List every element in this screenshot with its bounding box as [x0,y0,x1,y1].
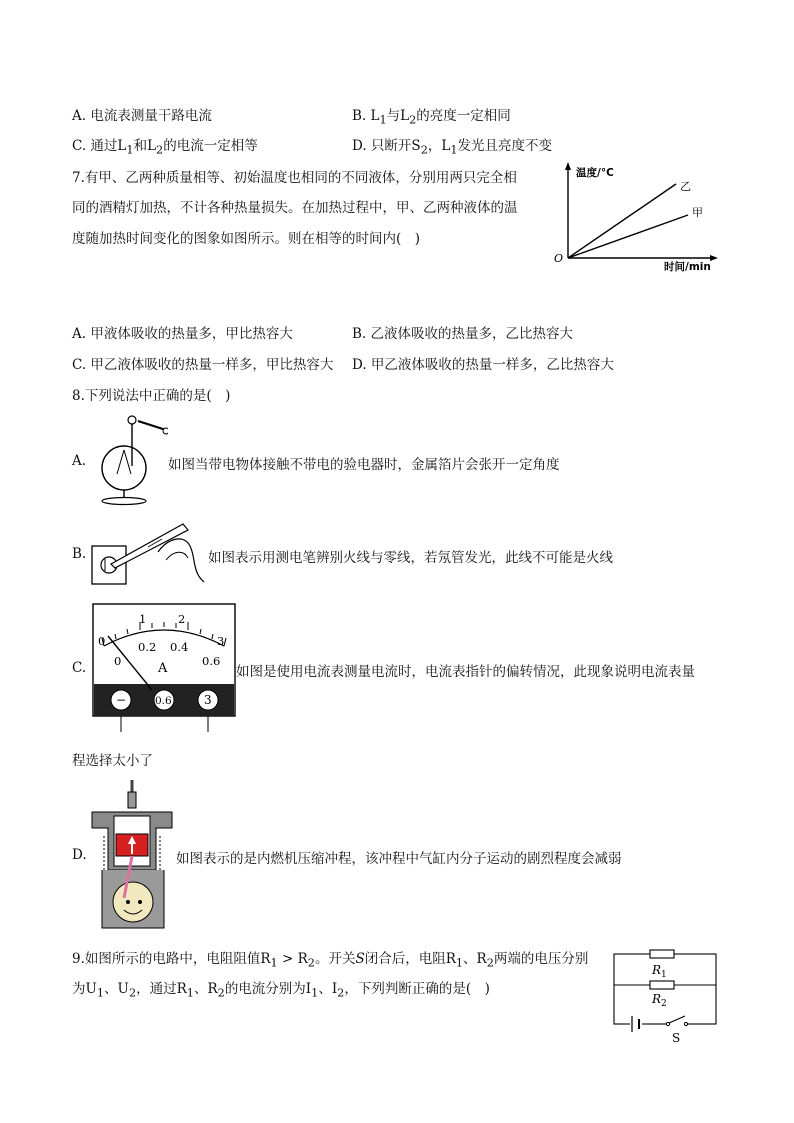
q9-stem-line2: 为$U_1$、$U_2$，通过$R_1$、$R_2$的电流分别为$I_1$、$I_2$，下列判断正确的是( ) [72,981,490,1000]
q7-option-a: A. 甲液体吸收的热量多，甲比热容大 [72,326,293,342]
q8-option-d-text: 如图表示的是内燃机压缩冲程，该冲程中气缸内分子运动的剧烈程度会减弱 [176,851,622,867]
crank-pin-2 [138,900,142,904]
electroscope-jar [102,446,146,490]
q8-option-c-label: C. [72,660,87,676]
q9-circuit-diagram [606,946,726,1046]
q8-option-c-text: 如图是使用电流表测量电流时，电流表指针的偏转情况，此现象说明电流表量 [236,664,695,680]
resistor-r1 [650,950,674,958]
q8-option-a-label: A. [72,453,87,469]
top-tick-2: 2 [178,612,186,626]
graph-origin: O [554,252,564,265]
resistor-r2 [650,981,674,989]
terminal-0-6-label: 0.6 [155,695,172,707]
resistor-r2-label: $R_2$ [652,992,667,1009]
q8-option-d-label: D. [72,847,87,863]
graph-x-label: 时间/min [664,261,711,273]
q8-stem: 8.下列说法中正确的是( ) [72,388,231,404]
bottom-tick-0-2: 0.2 [138,640,157,654]
electroscope-base [102,498,146,505]
switch-label: S [672,1031,681,1045]
crank-pin [126,900,130,904]
x-axis-arrow-icon [710,255,718,261]
bottom-tick-0: 0 [114,654,122,668]
q6-option-d: D. 只断开$S_2$，$L_1$发光且亮度不变 [352,138,552,157]
q7-stem-line1: 7.有甲、乙两种质量相等、初始温度也相同的不同液体，分别用两只完全相 [72,170,517,186]
ammeter-unit: A [158,661,168,676]
q7-temperature-graph [548,158,728,276]
terminal-3-label: 3 [204,693,212,707]
bottom-tick-0-6: 0.6 [202,654,221,668]
foil-left [117,450,124,474]
q7-stem-line2: 同的酒精灯加热，不计各种热量损失。在加热过程中，甲、乙两种液体的温 [72,200,518,216]
q6-option-c: C. 通过$L_1$和$L_2$的电流一定相等 [72,138,258,157]
electroscope-figure [88,410,168,508]
q7-option-b: B. 乙液体吸收的热量多，乙比热容大 [352,326,574,342]
electroscope-ball [128,416,136,424]
terminal-negative-label: − [116,693,127,707]
top-tick-1: 1 [139,612,147,626]
y-axis-arrow-icon [565,162,571,170]
series-line-yi [568,184,676,258]
q6-option-b: B. $L_1$与$L_2$的亮度一定相同 [352,108,511,127]
graph-series-yi-label: 乙 [680,180,691,193]
switch-contact-right [684,1022,687,1025]
series-line-jia [568,215,688,258]
q7-option-c: C. 甲乙液体吸收的热量一样多，甲比热容大 [72,357,334,373]
top-tick-3: 3 [217,634,225,648]
hand-finger [166,552,188,560]
q7-stem-line3: 度随加热时间变化的图象如图所示。则在相等的时间内( ) [72,231,421,247]
rod-tip [163,428,168,434]
q9-stem-line1: 9.如图所示的电路中，电阻阻值$R_1 > R_2$。开关S闭合后，电阻$R_1$、$R_2$两端的电压分别 [72,951,589,970]
ammeter-figure [88,600,240,734]
spark-plug-body [128,792,136,808]
q6-option-a: A. 电流表测量干路电流 [72,108,212,124]
hand-outline [158,539,204,582]
graph-series-jia-label: 甲 [692,206,703,219]
graph-y-label: 温度/°C [576,167,614,179]
engine-cylinder-figure [88,778,180,930]
q8-option-b-text: 如图表示用测电笔辨别火线与零线，若氖管发光，此线不可能是火线 [208,550,613,566]
q8-option-c-text-cont: 程选择太小了 [72,753,153,769]
top-tick-0: 0 [98,634,106,648]
crankshaft-wheel [113,882,153,922]
resistor-r1-label: $R_1$ [652,963,667,980]
foil-right [124,450,131,474]
q7-option-d: D. 甲乙液体吸收的热量一样多，乙比热容大 [352,357,614,373]
bottom-tick-0-4: 0.4 [170,640,189,654]
q8-option-b-label: B. [72,546,87,562]
q8-option-a-text: 如图当带电物体接触不带电的验电器时，金属箔片会张开一定角度 [168,457,560,473]
test-pen-figure [88,516,208,588]
charged-rod [138,421,166,430]
